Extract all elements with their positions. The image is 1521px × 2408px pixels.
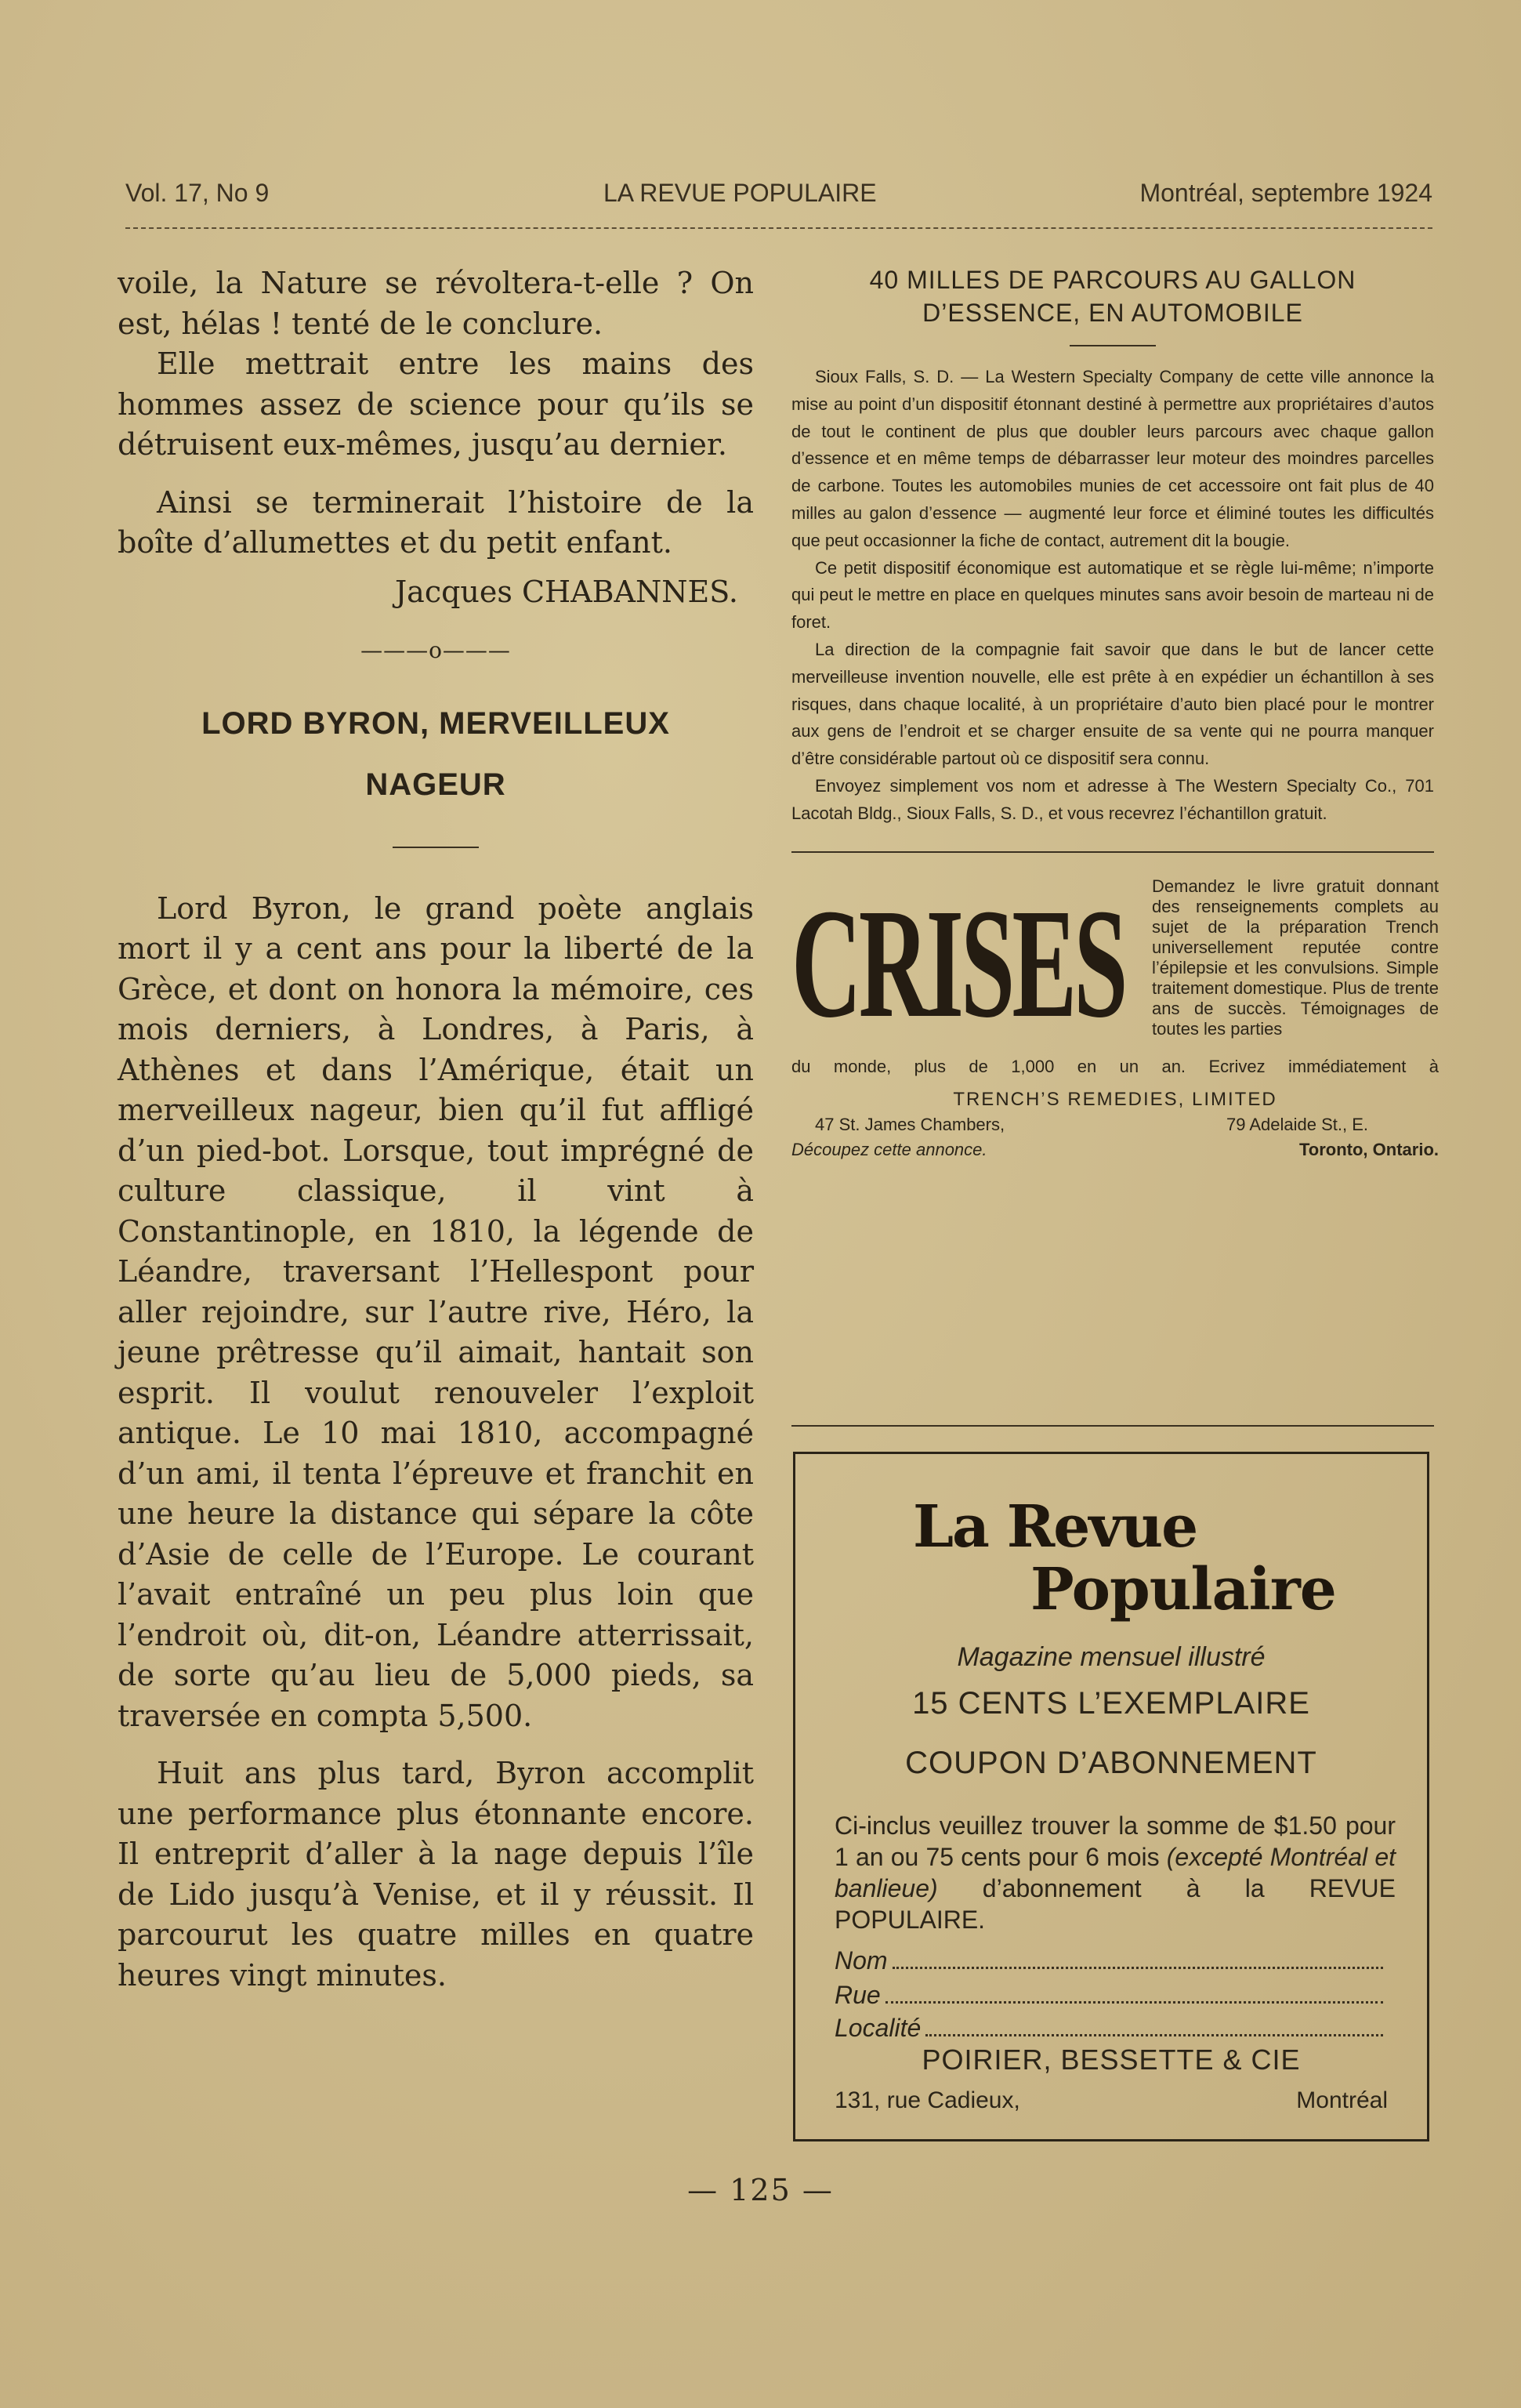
ad-continuation: du monde, plus de 1,000 en un an. Ecrivez immédiatement à [791,1056,1439,1076]
news-paragraph: La direction de la compagnie fait savoir que dans le but de lancer cette merveilleuse invention nouvelle, elle est prête à en expédier un échantillon à ses risques, dans chaque localité, à un propriétaire d’auto bien placé pour le montrer aux gens de l’endroit et se charger ensuite de sa vente qui ne pourra manquer d’être considérable partout où ce dispositif sera connu. [791,639,1434,769]
locality-field-line[interactable] [925,2014,1383,2036]
street-field[interactable] [835,1981,1388,2010]
publisher-address [835,2087,1388,2114]
street-field-line[interactable] [885,1981,1383,2004]
price-label: 15 CENTS L’EXEMPLAIRE [912,1686,1310,1721]
journal-title: LA REVUE POPULAIRE [603,179,877,207]
header-rule [125,227,1432,229]
paragraph: Elle mettrait entre les mains des hommes assez de science pour qu’ils se détruisent eux-mêmes, jusqu’au dernier. [118,346,754,462]
ad-address-right: 79 Adelaide St., E. [1226,1114,1368,1134]
title-rule [393,847,479,848]
revue-populaire-logo [913,1493,1336,1650]
ad-description: Demandez le livre gratuit donnant des renseignements complets au sujet de la préparation Trench universellement reputée contre l’épilepsie et les convulsions. Simple traitement domestique. Plus de trente ans de succès. Témoignages de toutes les parties [1152,876,1439,1039]
news-paragraph: Sioux Falls, S. D. — La Western Specialty Company de cette ville annonce la mise au point d’un dispositif étonnant destiné à permettre aux propriétaires d’autos de tout le continent de plus que doubler leurs parcours avec chaque gallon d’essence et en même temps de débarrasser leur moteur des moindres parcelles de carbone. Toutes les automobiles munies de cet accessoire ont fait plus de 40 milles au galon d’essence — augmenté leur force et éliminé toutes les difficultés que peut occasionner la fiche de contact, autrement dit la bougie. [791,367,1434,550]
logo-line-1: La Revue [913,1493,1197,1561]
name-field-line[interactable] [893,1946,1383,1969]
magazine-tagline: Magazine mensuel illustré [957,1642,1266,1672]
ad-company: TRENCH’S REMEDIES, LIMITED [953,1088,1277,1110]
author-signature: Jacques CHABANNES. [394,574,738,609]
crises-advertisement [791,876,1439,1190]
issue-date: Montréal, septembre 1924 [1139,179,1432,207]
news-paragraph: Ce petit dispositif économique est automatique et se règle lui-même; n’importe qui peut le mettre en place en quelques minutes sans avoir besoin de marteau ni de foret. [791,557,1434,633]
news-title: 40 MILLES DE PARCOURS AU GALLON D’ESSENCE, EN AUTOMOBILE [869,266,1356,327]
ad-address-left: 47 St. James Chambers, [815,1114,1005,1134]
article-paragraph: Lord Byron, le grand poète anglais mort il y a cent ans pour la liberté de la Grèce, et dont on honora la mémoire, ces mois derniers, à Londres, à Paris, à Athènes et dans l’Amérique, était un merveilleux nageur, bien qu’il fut affligé d’un pied-bot. Lorsque, tout imprégné de culture classique, il vint à Constantinople, en 1810, la légende de Léandre, traversant l’Hellespont pour aller rejoindre, sur l’autre rive, Héro, la jeune prêtresse qu’il aimait, hantait son esprit. Il voulut renouveler l’exploit antique. Le 10 mai 1810, accompagné d’un ami, il tenta l’épreuve et franchit en une heure la distance qui sépare la côte d’Asie de celle de l’Europe. Le courant l’avait entraîné un peu plus loin que l’endroit où, dit-on, Léandre atterrissait, de sorte qu’au lieu de 5,000 pieds, sa traversée en compta 5,500. [118,890,754,1733]
volume-label: Vol. 17, No 9 [125,179,270,207]
page-number: — 125 — [687,2173,834,2207]
publisher-street: 131, rue Cadieux, [835,2087,1020,2113]
subscription-coupon [793,1452,1429,2141]
page-header [125,179,1432,210]
publisher-city: Montréal [1296,2087,1388,2113]
name-field[interactable] [835,1946,1388,1975]
news-paragraph: Envoyez simplement vos nom et adresse à The Western Specialty Co., 701 Lacotah Bldg., Sioux Falls, S. D., et vous recevrez l’échantillon gratuit. [791,775,1434,823]
ad-address-row [791,1113,1439,1137]
paragraph: voile, la Nature se révoltera-t-elle ? On est, hélas ! tenté de le conclure. [118,266,754,341]
ad-cutout-note: Découpez cette annonce. [791,1139,987,1159]
paragraph: Ainsi se terminerait l’histoire de la boîte d’allumettes et du petit enfant. [118,484,754,560]
section-rule [791,851,1434,853]
left-column [118,263,754,1996]
article-title: LORD BYRON, MERVEILLEUX NAGEUR [201,705,670,802]
locality-field[interactable] [835,2014,1388,2043]
coupon-top-rule [791,1425,1434,1427]
logo-line-2: Populaire [1030,1556,1336,1623]
subscription-text-a: Ci-inclus veuillez trouver la somme de $1.50 pour 1 an ou 75 cents pour 6 mois [835,1811,1396,1871]
ad-footer-row [791,1138,1439,1162]
locality-field-label: Localité [835,2014,922,2042]
publisher-name: POIRIER, BESSETTE & CIE [922,2044,1301,2076]
ad-city: Toronto, Ontario. [1298,1139,1439,1159]
title-rule [1070,345,1156,346]
right-column [791,263,1439,1190]
name-field-label: Nom [835,1946,888,1975]
subscription-text [835,1810,1396,1935]
article-paragraph: Huit ans plus tard, Byron accomplit une performance plus étonnante encore. Il entreprit d’aller à la nage depuis l’île de Lido jusqu’à Venise, et il y réussit. Il parcourut les quatre milles en quatre heures vingt minutes. [118,1756,754,1993]
section-separator: ———o——— [360,636,511,663]
street-field-label: Rue [835,1981,881,2009]
subscription-text-b: (excepté Montréal et banlieue) [835,1843,1396,1902]
subscription-text-c: d’abonnement à la REVUE POPULAIRE. [835,1874,1396,1934]
crises-wordmark: CRISES [791,876,1125,1050]
ad-footer [791,1055,1439,1162]
subscription-heading: COUPON D’ABONNEMENT [905,1746,1317,1780]
